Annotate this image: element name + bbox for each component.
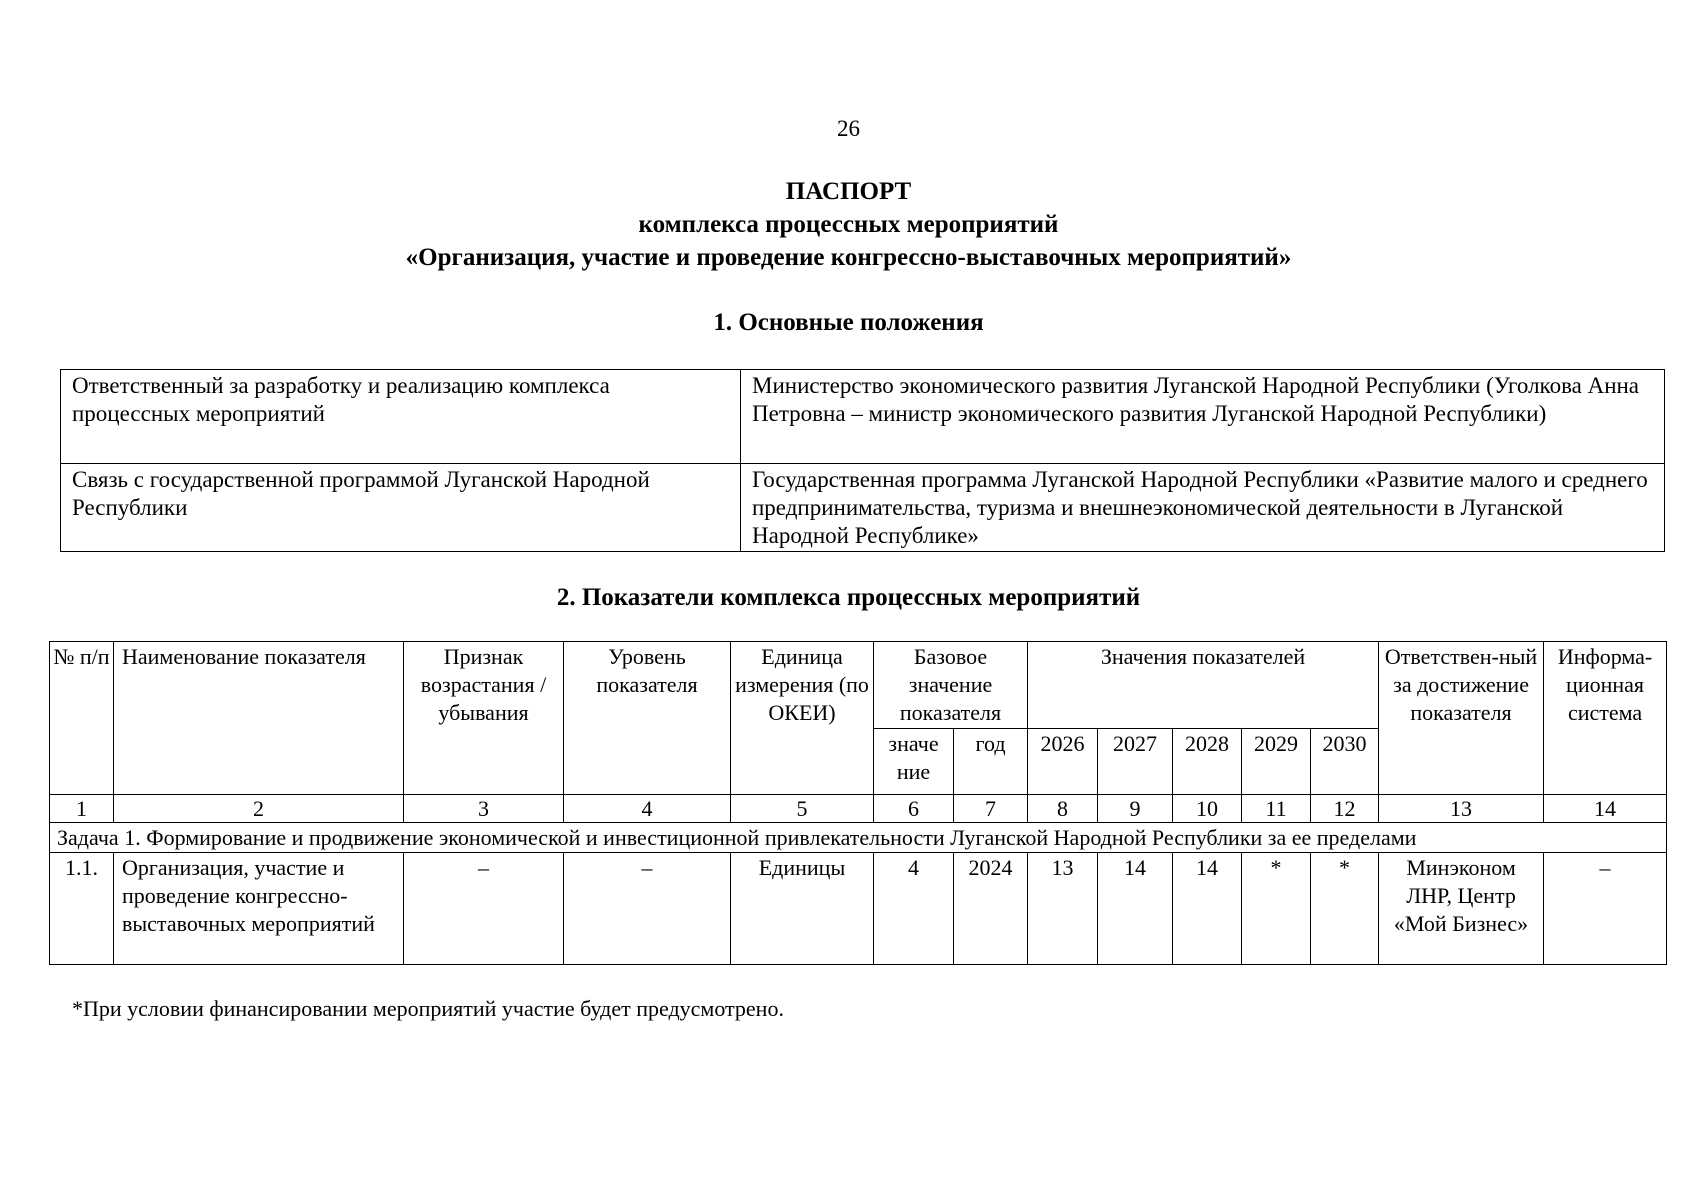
header-trend: Признак возрастания / убывания bbox=[404, 642, 564, 795]
row-value-2027: 14 bbox=[1098, 853, 1173, 965]
program-link-value: Государственная программа Луганской Народной Республики «Развитие малого и среднего предпринимательства, туризма и внешнеэкономической деятельности в Луганской Народной Республике» bbox=[741, 464, 1665, 552]
title-line-passport: ПАСПОРТ bbox=[785, 178, 912, 205]
row-value-2026: 13 bbox=[1028, 853, 1098, 965]
header-unit: Единица измерения (по ОКЕИ) bbox=[731, 642, 874, 795]
main-provisions-table bbox=[60, 369, 1665, 552]
header-year-2028: 2028 bbox=[1173, 729, 1242, 795]
column-number: 9 bbox=[1098, 795, 1173, 823]
row-num: 1.1. bbox=[50, 853, 114, 965]
column-number: 6 bbox=[874, 795, 954, 823]
row-name: Организация, участие и проведение конгрессно-выставочных мероприятий bbox=[114, 853, 404, 965]
table-row bbox=[50, 853, 1667, 965]
header-info-system: Информа-ционная система bbox=[1544, 642, 1667, 795]
column-number: 8 bbox=[1028, 795, 1098, 823]
column-number: 5 bbox=[731, 795, 874, 823]
row-value-2028: 14 bbox=[1173, 853, 1242, 965]
document-title bbox=[0, 175, 1697, 274]
row-trend: – bbox=[404, 853, 564, 965]
column-number: 7 bbox=[954, 795, 1028, 823]
row-base-value: 4 bbox=[874, 853, 954, 965]
responsible-label: Ответственный за разработку и реализацию комплекса процессных мероприятий bbox=[61, 370, 741, 464]
header-year-2027: 2027 bbox=[1098, 729, 1173, 795]
footnote: *При условии финансировании мероприятий участие будет предусмотрено. bbox=[72, 996, 784, 1021]
responsible-value: Министерство экономического развития Луганской Народной Республики (Уголкова Анна Петровна – министр экономического развития Луганской Народной Республики) bbox=[741, 370, 1665, 464]
header-num: № п/п bbox=[50, 642, 114, 795]
program-link-label: Связь с государственной программой Луганской Народной Республики bbox=[61, 464, 741, 552]
row-level: – bbox=[564, 853, 731, 965]
indicators-table bbox=[49, 641, 1667, 965]
task-text: Задача 1. Формирование и продвижение экономической и инвестиционной привлекательности Луганской Народной Республики за ее пределами bbox=[50, 823, 1667, 853]
header-year-2030: 2030 bbox=[1311, 729, 1379, 795]
column-number: 10 bbox=[1173, 795, 1242, 823]
section-2-heading: 2. Показатели комплекса процессных мероприятий bbox=[556, 584, 1141, 611]
column-number: 2 bbox=[114, 795, 404, 823]
header-row bbox=[50, 642, 1667, 729]
column-number: 14 bbox=[1544, 795, 1667, 823]
header-level: Уровень показателя bbox=[564, 642, 731, 795]
column-number: 4 bbox=[564, 795, 731, 823]
header-name: Наименование показателя bbox=[114, 642, 404, 795]
header-responsible: Ответствен-ный за достижение показателя bbox=[1379, 642, 1544, 795]
row-base-year: 2024 bbox=[954, 853, 1028, 965]
row-responsible: Минэконом ЛНР, Центр «Мой Бизнес» bbox=[1379, 853, 1544, 965]
header-base: Базовое значение показателя bbox=[874, 642, 1028, 729]
column-number: 11 bbox=[1242, 795, 1311, 823]
header-year-2029: 2029 bbox=[1242, 729, 1311, 795]
column-number: 3 bbox=[404, 795, 564, 823]
column-number: 13 bbox=[1379, 795, 1544, 823]
row-info-system: – bbox=[1544, 853, 1667, 965]
header-year-2026: 2026 bbox=[1028, 729, 1098, 795]
column-number: 12 bbox=[1311, 795, 1379, 823]
column-number: 1 bbox=[50, 795, 114, 823]
section-1-heading: 1. Основные положения bbox=[713, 309, 984, 336]
header-values: Значения показателей bbox=[1028, 642, 1379, 729]
header-base-value: значе ние bbox=[874, 729, 954, 795]
page-number: 26 bbox=[837, 116, 860, 141]
row-value-2029: * bbox=[1242, 853, 1311, 965]
task-row bbox=[50, 823, 1667, 853]
header-base-year: год bbox=[954, 729, 1028, 795]
row-unit: Единицы bbox=[731, 853, 874, 965]
title-line-name: «Организация, участие и проведение конгрессно-выставочных мероприятий» bbox=[405, 244, 1292, 271]
row-value-2030: * bbox=[1311, 853, 1379, 965]
table-row bbox=[61, 464, 1665, 552]
title-line-complex: комплекса процессных мероприятий bbox=[638, 211, 1059, 238]
column-numbers-row bbox=[50, 795, 1667, 823]
table-row bbox=[61, 370, 1665, 464]
